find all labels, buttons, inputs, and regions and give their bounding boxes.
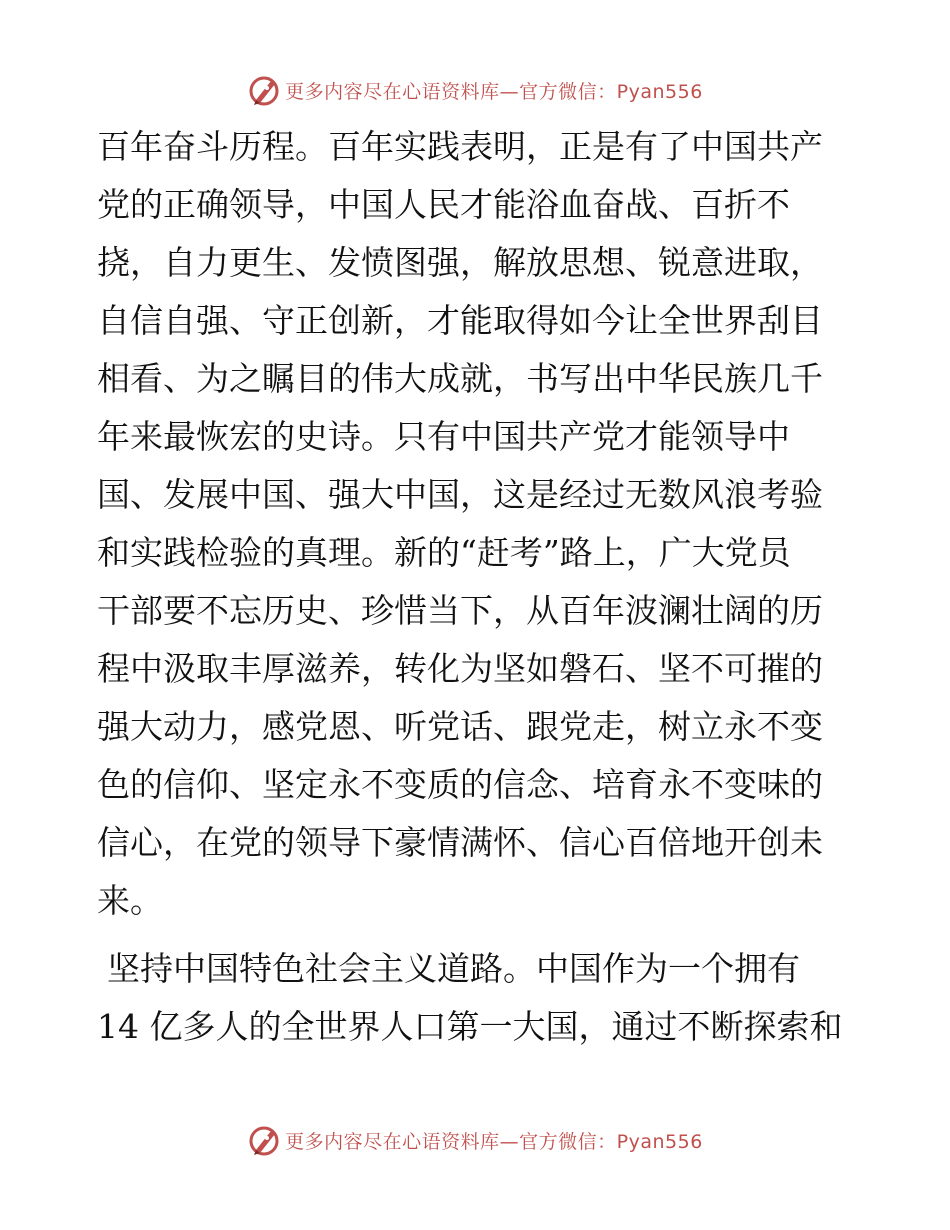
watermark-text: 更多内容尽在心语资料库—官方微信：Pyan556	[285, 80, 703, 103]
watermark-text: 更多内容尽在心语资料库—官方微信：Pyan556	[285, 1130, 703, 1153]
footer-watermark	[0, 1120, 950, 1160]
text-line: 干部要不忘历史、珍惜当下，从百年波澜壮阔的历	[97, 591, 823, 630]
pen-logo-icon	[247, 1123, 281, 1157]
text-line: 和实践检验的真理。新的“赶考”路上，广大党员	[97, 533, 791, 572]
text-line: 国、发展中国、强大中国，这是经过无数风浪考验	[97, 475, 823, 514]
text-line: 百年奋斗历程。百年实践表明，正是有了中国共产	[97, 127, 823, 166]
header-watermark	[0, 70, 950, 110]
text-line: 年来最恢宏的史诗。只有中国共产党才能领导中	[97, 417, 790, 456]
paragraph-gap	[97, 930, 857, 940]
paragraph-2	[97, 940, 857, 1056]
text-line: 信心，在党的领导下豪情满怀、信心百倍地开创未	[97, 823, 823, 862]
text-line: 色的信仰、坚定永不变质的信念、培育永不变味的	[97, 765, 823, 804]
pen-logo-icon	[247, 73, 281, 107]
text-line: 党的正确领导，中国人民才能浴血奋战、百折不	[97, 185, 790, 224]
paragraph-1	[97, 118, 857, 930]
text-line: 坚持中国特色社会主义道路。中国作为一个拥有	[107, 949, 800, 988]
text-line: 来。	[97, 881, 163, 920]
text-line: 挠，自力更生、发愤图强，解放思想、锐意进取，	[97, 243, 823, 282]
text-line: 程中汲取丰厚滋养，转化为坚如磐石、坚不可摧的	[97, 649, 823, 688]
text-line: 相看、为之瞩目的伟大成就，书写出中华民族几千	[97, 359, 823, 398]
document-body	[97, 118, 857, 1056]
text-line: 14 亿多人的全世界人口第一大国，通过不断探索和	[97, 1007, 843, 1046]
text-line: 自信自强、守正创新，才能取得如今让全世界刮目	[97, 301, 823, 340]
text-line: 强大动力，感党恩、听党话、跟党走，树立永不变	[97, 707, 823, 746]
